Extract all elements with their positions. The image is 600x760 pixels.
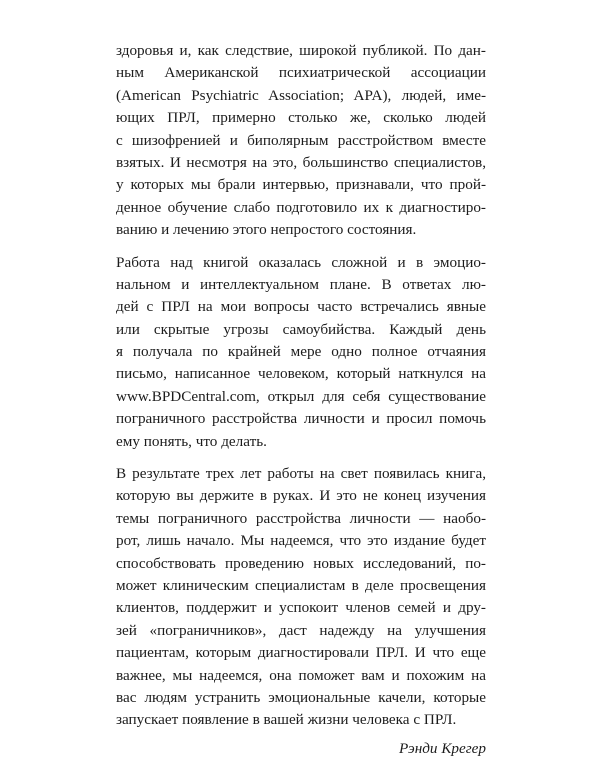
text-line: ющих ПРЛ, примерно столько же, сколько людей [116, 109, 486, 127]
text-line: темы пограничного расстройства личности — наобо- [116, 509, 486, 527]
text-line: может клиническим специалистам в деле просвещения [116, 576, 486, 594]
text-line: способствовать проведению новых исследований, по- [116, 554, 486, 572]
text-line: www.BPDCentral.com, открыл для себя существование [116, 387, 486, 405]
paragraph-1 [116, 40, 486, 242]
text-line: или скрытые угрозы самоубийства. Каждый день [116, 320, 486, 338]
text-line: (American Psychiatric Association; APA), людей, име- [116, 86, 486, 104]
paragraph-3 [116, 463, 486, 732]
text-line: запускает появление в вашей жизни человека с ПРЛ. [116, 711, 457, 729]
text-line: дей с ПРЛ на мои вопросы часто встречались явные [116, 298, 486, 316]
text-line: пограничного расстройства личности и просил помочь [116, 410, 486, 428]
text-line: у которых мы брали интервью, признавали, что прой- [116, 176, 486, 194]
text-line: ему понять, что делать. [116, 432, 267, 450]
text-line: взятых. И несмотря на это, большинство специалистов, [116, 153, 486, 171]
text-line: зей «пограничников», даст надежду на улучшения [116, 621, 486, 639]
text-line: я получала по крайней мере одно полное отчаяния [116, 343, 486, 361]
text-line: пациентам, которым диагностировали ПРЛ. И что еще [116, 644, 486, 662]
text-line: ным Американской психиатрической ассоциации [116, 64, 486, 82]
text-line: вас людям устранить эмоциональные качели, которые [116, 688, 486, 706]
book-page [116, 40, 486, 760]
text-line: денное обучение слабо подготовило их к диагностиро- [116, 198, 486, 216]
author-signature: Рэнди Крегер [398, 739, 486, 757]
text-line: которую вы держите в руках. И это не конец изучения [116, 487, 486, 505]
paragraph-2 [116, 252, 486, 454]
text-line: с шизофренией и биполярным расстройством вместе [116, 131, 486, 149]
text-line: нальном и интеллектуальном плане. В ответах лю- [116, 275, 486, 293]
text-line: рот, лишь начало. Мы надеемся, что это издание будет [116, 532, 486, 550]
text-line: Работа над книгой оказалась сложной и в эмоцио- [116, 253, 486, 271]
text-line: здоровья и, как следствие, широкой публикой. По дан- [116, 42, 486, 59]
text-line: важнее, мы надеемся, она поможет вам и похожим на [116, 666, 486, 684]
text-line: клиентов, поддержит и успокоит членов семей и дру- [116, 599, 486, 617]
text-line: письмо, написанное человеком, который наткнулся на [116, 365, 486, 383]
text-line: В результате трех лет работы на свет появилась книга, [116, 465, 486, 483]
text-line: ванию и лечению этого непростого состояния. [116, 221, 417, 239]
